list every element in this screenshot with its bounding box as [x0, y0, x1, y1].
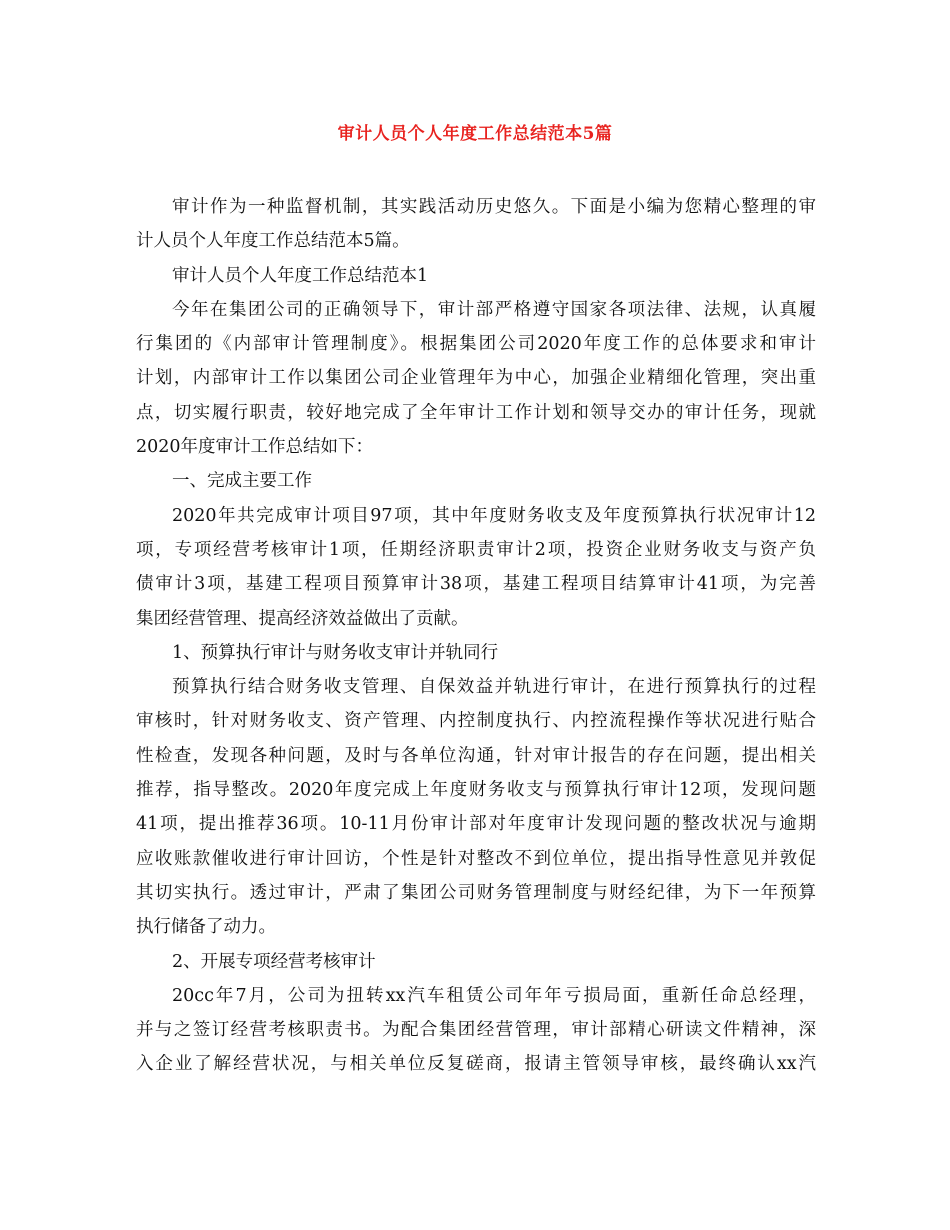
- text-line: 1、预算执行审计与财务收支审计并轨同行: [172, 642, 499, 663]
- text-line: 41项，提出推荐36项。10-11月份审计部对年度审计发现问题的整改状况与逾期: [136, 814, 816, 835]
- document-title: 审计人员个人年度工作总结范本5篇: [337, 124, 613, 144]
- text-line: 入企业了解经营状况，与相关单位反复磋商，报请主管领导审核，最终确认xx汽: [136, 1054, 816, 1075]
- text-line: 性检查，发现各种问题，及时与各单位沟通，针对审计报告的存在问题，提出相关: [136, 745, 816, 766]
- text-line: 其切实执行。透过审计，严肃了集团公司财务管理制度与财经纪律，为下一年预算: [136, 882, 816, 903]
- text-line: 债审计3项，基建工程项目预算审计38项，基建工程项目结算审计41项，为完善: [136, 574, 816, 595]
- document-body: [136, 190, 816, 1082]
- text-line: 推荐，指导整改。2020年度完成上年度财务收支与预算执行审计12项，发现问题: [136, 780, 816, 801]
- text-line: 集团经营管理、提高经济效益做出了贡献。: [136, 608, 469, 629]
- text-line: 计划，内部审计工作以集团公司企业管理年为中心，加强企业精细化管理，突出重: [136, 368, 816, 389]
- text-line: 行集团的《内部审计管理制度》。根据集团公司2020年度工作的总体要求和审计: [136, 334, 816, 355]
- text-line: 2020年度审计工作总结如下：: [136, 437, 374, 458]
- text-line: 20cc年7月，公司为扭转xx汽车租赁公司年年亏损局面，重新任命总经理，: [172, 985, 816, 1006]
- text-line: 项，专项经营考核审计1项，任期经济职责审计2项，投资企业财务收支与资产负: [136, 539, 816, 560]
- text-line: 一、完成主要工作: [172, 471, 312, 492]
- text-line: 应收账款催收进行审计回访，个性是针对整改不到位单位，提出指导性意见并敦促: [136, 848, 816, 869]
- text-line: 今年在集团公司的正确领导下，审计部严格遵守国家各项法律、法规，认真履: [172, 299, 816, 320]
- text-line: 并与之签订经营考核职责书。为配合集团经营管理，审计部精心研读文件精神，深: [136, 1020, 816, 1041]
- text-line: 执行储备了动力。: [136, 917, 276, 938]
- text-line: 计人员个人年度工作总结范本5篇。: [136, 231, 410, 252]
- text-line: 审计作为一种监督机制，其实践活动历史悠久。下面是小编为您精心整理的审: [172, 197, 816, 217]
- text-line: 点，切实履行职责，较好地完成了全年审计工作计划和领导交办的审计任务，现就: [136, 402, 816, 423]
- text-line: 审计人员个人年度工作总结范本1: [172, 265, 429, 286]
- text-line: 预算执行结合财务收支管理、自保效益并轨进行审计，在进行预算执行的过程: [172, 677, 816, 698]
- text-line: 2020年共完成审计项目97项，其中年度财务收支及年度预算执行状况审计12: [172, 505, 816, 526]
- text-line: 2、开展专项经营考核审计: [172, 951, 376, 972]
- text-line: 审核时，针对财务收支、资产管理、内控制度执行、内控流程操作等状况进行贴合: [136, 711, 816, 732]
